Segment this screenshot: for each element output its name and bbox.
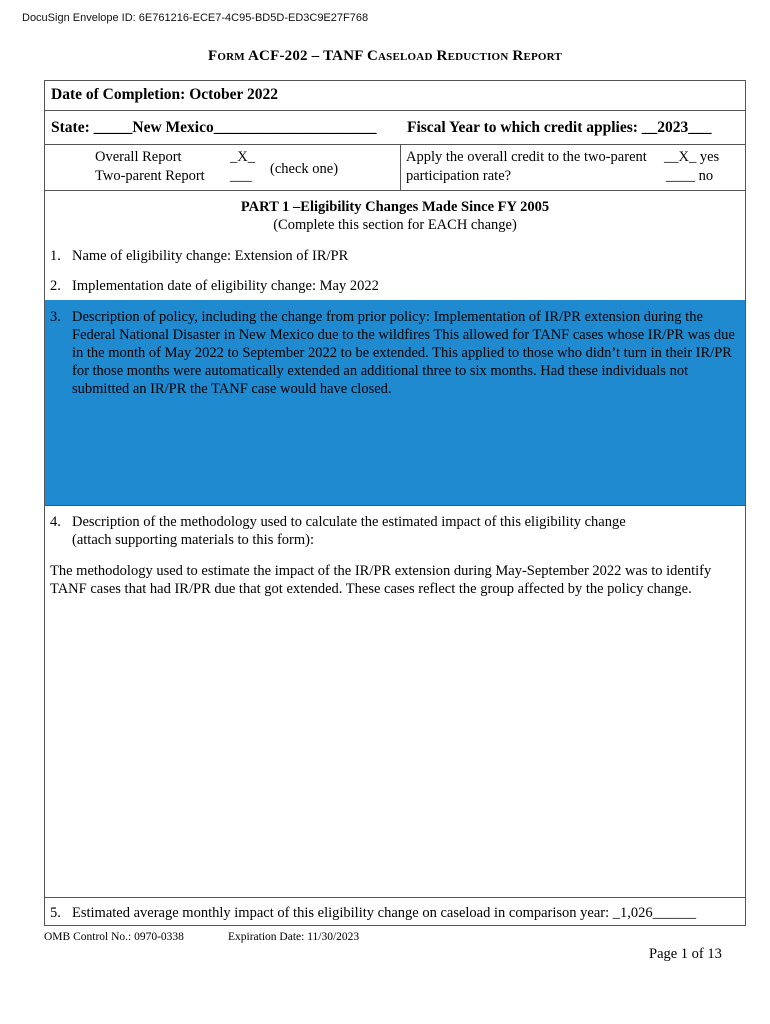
item1-number: 1. xyxy=(50,248,61,264)
item5-text: Estimated average monthly impact of this eligibility change on caseload in comparison year: _1,026______ xyxy=(72,905,697,921)
state-label: State: xyxy=(51,119,90,136)
item-estimated-impact xyxy=(50,904,696,922)
apply-credit-question-line1: Apply the overall credit to the two-parent xyxy=(406,149,647,165)
form-title-text: Form ACF-202 – TANF Caseload Reduction Report xyxy=(208,48,562,64)
overall-report-label: Overall Report xyxy=(95,149,182,165)
item-policy-description xyxy=(50,308,742,398)
two-parent-report-label: Two-parent Report xyxy=(95,168,205,184)
form-title xyxy=(0,48,770,65)
date-of-completion xyxy=(51,86,278,104)
rule-report-divider xyxy=(400,144,401,190)
overall-report-mark: _X_ xyxy=(230,149,255,165)
date-value: October 2022 xyxy=(189,86,279,103)
rule-date xyxy=(44,110,746,111)
page-number: Page 1 of 13 xyxy=(649,946,722,962)
part1-subheading: (Complete this section for EACH change) xyxy=(273,217,517,233)
apply-no-option: ____ no xyxy=(666,168,714,184)
item4-line1: Description of the methodology used to calculate the estimated impact of this eligibility change xyxy=(72,514,626,530)
fiscal-year-field xyxy=(407,119,712,137)
two-parent-report-mark: ___ xyxy=(230,168,252,184)
item3-text: Description of policy, including the change from prior policy: Implementation of IR/PR extension during the Federal National Disaster in New Mexico due to the wildfires This allowed for TANF cases whose IR/PR was due in the month of May 2022 to September 2022 to be extended. This applied to those who didn’t turn in their IR/PR for those months were automatically extended an additional three to six months. Had these individuals not submitted an IR/PR the TANF case would have closed. xyxy=(72,309,735,397)
state-field xyxy=(51,119,376,137)
item-eligibility-name xyxy=(50,247,348,265)
item-implementation-date xyxy=(50,277,379,295)
expiration-date: Expiration Date: 11/30/2023 xyxy=(228,931,360,943)
rule-item5-top xyxy=(44,897,746,898)
rule-item3-bottom xyxy=(44,505,746,506)
item4-line2: (attach supporting materials to this form): xyxy=(72,532,315,548)
fiscal-year-label: Fiscal Year to which credit applies: xyxy=(407,119,638,136)
item3-number: 3. xyxy=(50,309,61,325)
item2-label: Implementation date of eligibility change: xyxy=(72,278,317,294)
rule-report-type xyxy=(44,190,746,191)
apply-yes-option: __X_ yes xyxy=(664,149,720,165)
docusign-envelope-id: DocuSign Envelope ID: 6E761216-ECE7-4C95-BD5D-ED3C9E27F768 xyxy=(22,12,369,24)
item-methodology xyxy=(50,513,626,549)
check-one-note: (check one) xyxy=(270,161,339,177)
item5-number: 5. xyxy=(50,905,61,921)
methodology-text: The methodology used to estimate the impact of the IR/PR extension during May-September 2022 was to identify TANF cases that had IR/PR due that got extended. These cases reflect the group affected by the policy change. xyxy=(50,563,712,597)
apply-credit-question-line2: participation rate? xyxy=(406,168,512,184)
fiscal-year-value: __2023___ xyxy=(641,119,712,136)
item2-value: May 2022 xyxy=(319,278,379,294)
item2-number: 2. xyxy=(50,278,61,294)
part1-heading: PART 1 –Eligibility Changes Made Since FY 2005 xyxy=(240,199,550,215)
state-value: _____New Mexico_____________________ xyxy=(93,119,377,136)
item1-label: Name of eligibility change: xyxy=(72,248,232,264)
date-label: Date of Completion: xyxy=(51,86,186,103)
rule-state xyxy=(44,144,746,145)
item1-value: Extension of IR/PR xyxy=(234,248,349,264)
item4-number: 4. xyxy=(50,514,61,530)
omb-control-number: OMB Control No.: 0970-0338 xyxy=(44,931,184,943)
